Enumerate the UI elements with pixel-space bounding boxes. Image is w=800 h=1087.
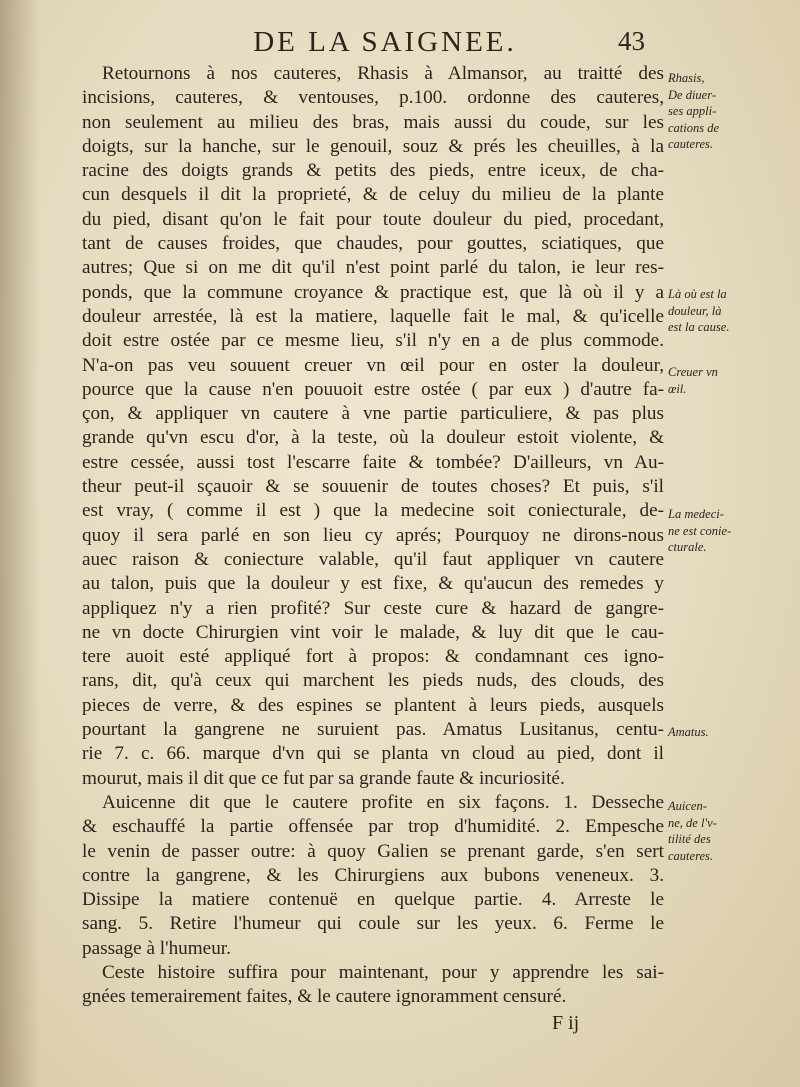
text-line: autres; Que si on me dit qu'il n'est point parlé du talon, ie leur res- xyxy=(82,257,664,279)
text-line: le venin de passer outre: à quoy Galien se prenant garde, s'en sert xyxy=(82,840,664,862)
text-line: incisions, cauteres, & ventouses, p.100. ordonne des cauteres, xyxy=(82,87,664,109)
text-line: Ceste histoire suffira pour maintenant, pour y apprendre les sai- xyxy=(102,961,664,983)
text-line: ne vn docte Chirurgien vint voir le malade, & luy dit que le cau- xyxy=(82,621,664,643)
text-line: sang. 5. Retire l'humeur qui coule sur les yeux. 6. Ferme le xyxy=(82,913,664,935)
text-line: çon, & appliquer vn cautere à vne partie particuliere, & pas plus xyxy=(82,403,664,425)
text-line: grande qu'vn escu d'or, à la teste, où la douleur estoit violente, & xyxy=(82,427,664,449)
signature-mark: F ij xyxy=(552,1012,580,1034)
text-line: est vray, ( comme il est ) que la medecine soit coniecturale, de- xyxy=(82,500,664,522)
text-line: rie 7. c. 66. marque d'vn qui se planta vn cloud au pied, dont il xyxy=(82,743,664,765)
page-number: 43 xyxy=(618,26,645,56)
text-line: douleur arrestée, là est la matiere, laquelle fait le mal, & qu'icelle xyxy=(82,305,664,327)
text-line: N'a-on pas veu souuent creuer vn œil pour en oster la douleur, xyxy=(82,354,664,376)
running-head: DE LA SAIGNEE. xyxy=(253,26,517,58)
text-line: appliquez n'y a rien profité? Sur ceste cure & hazard de gangre- xyxy=(82,597,664,619)
text-line: rans, dit, qu'à ceux qui marchent les pieds nuds, des clouds, des xyxy=(82,670,664,692)
text-line: tere auoit esté appliqué fort à propos: & condamnant ces igno- xyxy=(82,646,664,668)
text-line: pource que la cause n'en pouuoit estre ostée ( par eux ) d'autre fa- xyxy=(82,378,664,400)
text-line: Dissipe la matiere contenuë en quelque partie. 4. Arreste le xyxy=(82,889,664,911)
gutter-shadow xyxy=(0,0,40,1087)
text-line: doigts, sur la hanche, sur le genouil, souz & prés les cheuilles, à la xyxy=(82,135,664,157)
text-line: au talon, puis que la douleur y est fixe, & qu'aucun des remedes y xyxy=(82,573,664,595)
text-line: du pied, disant qu'on le fait pour toute douleur du pied, procedant, xyxy=(82,208,664,230)
text-line: racine des doigts grands & petits des pieds, entre iceux, de cha- xyxy=(82,160,664,182)
text-line: & eschauffé la partie offensée par trop d'humidité. 2. Empesche xyxy=(82,816,664,838)
body-text xyxy=(82,62,664,1010)
text-line: Auicenne dit que le cautere profite en six façons. 1. Desseche xyxy=(102,791,664,813)
text-line: quoy il sera parlé en son lieu cy aprés; Pourquoy ne dirons-nous xyxy=(82,524,664,546)
margin-note-rhasis: Rhasis, De diuer- ses appli- cations de cauteres. xyxy=(668,71,720,151)
text-line: contre la gangrene, & les Chirurgiens aux bubons veneneux. 3. xyxy=(82,864,664,886)
text-line: mourut, mais il dit que ce fut par sa grande faute & incuriosité. xyxy=(82,767,565,789)
text-line: ponds, que la commune croyance & practique est, que là où il y a xyxy=(82,281,664,303)
text-line: gnées temerairement faites, & le cautere ignoramment censuré. xyxy=(82,986,567,1008)
text-line: cun desquels il dit la proprieté, & de celuy du milieu de la plante xyxy=(82,184,664,206)
text-line: tant de causes froides, que chaudes, pour gouttes, sciatiques, que xyxy=(82,233,664,255)
text-line: pieces de verre, & des espines se plantent à leurs pieds, ausquels xyxy=(82,694,664,716)
text-line: estre cessée, aussi tost l'escarre faite & tombée? D'ailleurs, vn Au- xyxy=(82,451,664,473)
text-line: pourtant la gangrene ne suruient pas. Amatus Lusitanus, centu- xyxy=(82,719,664,741)
margin-note-amatus: Amatus. xyxy=(668,725,709,739)
margin-note-medecine: La medeci- ne est conie- cturale. xyxy=(668,507,732,554)
text-line: theur peut-il sçauoir & se souuenir de toutes choses? Et puis, s'il xyxy=(82,476,664,498)
text-line: non seulement au milieu des bras, mais aussi du coude, sur les xyxy=(82,111,664,133)
margin-note-auicenne: Auicen- ne, de l'v- tilité des cauteres. xyxy=(668,799,717,863)
text-line: auec raison & coniecture valable, qu'il faut appliquer vn cautere xyxy=(82,548,664,570)
margin-note-talon: Là où est la douleur, là est la cause. xyxy=(668,287,730,334)
text-line: doit estre ostée par ce mesme lieu, s'il n'y en a de plus commode. xyxy=(82,330,664,352)
margin-note-creuer: Creuer vn œil. xyxy=(668,365,718,396)
text-line: passage à l'humeur. xyxy=(82,937,231,959)
text-line: Retournons à nos cauteres, Rhasis à Almansor, au traitté des xyxy=(102,63,664,84)
